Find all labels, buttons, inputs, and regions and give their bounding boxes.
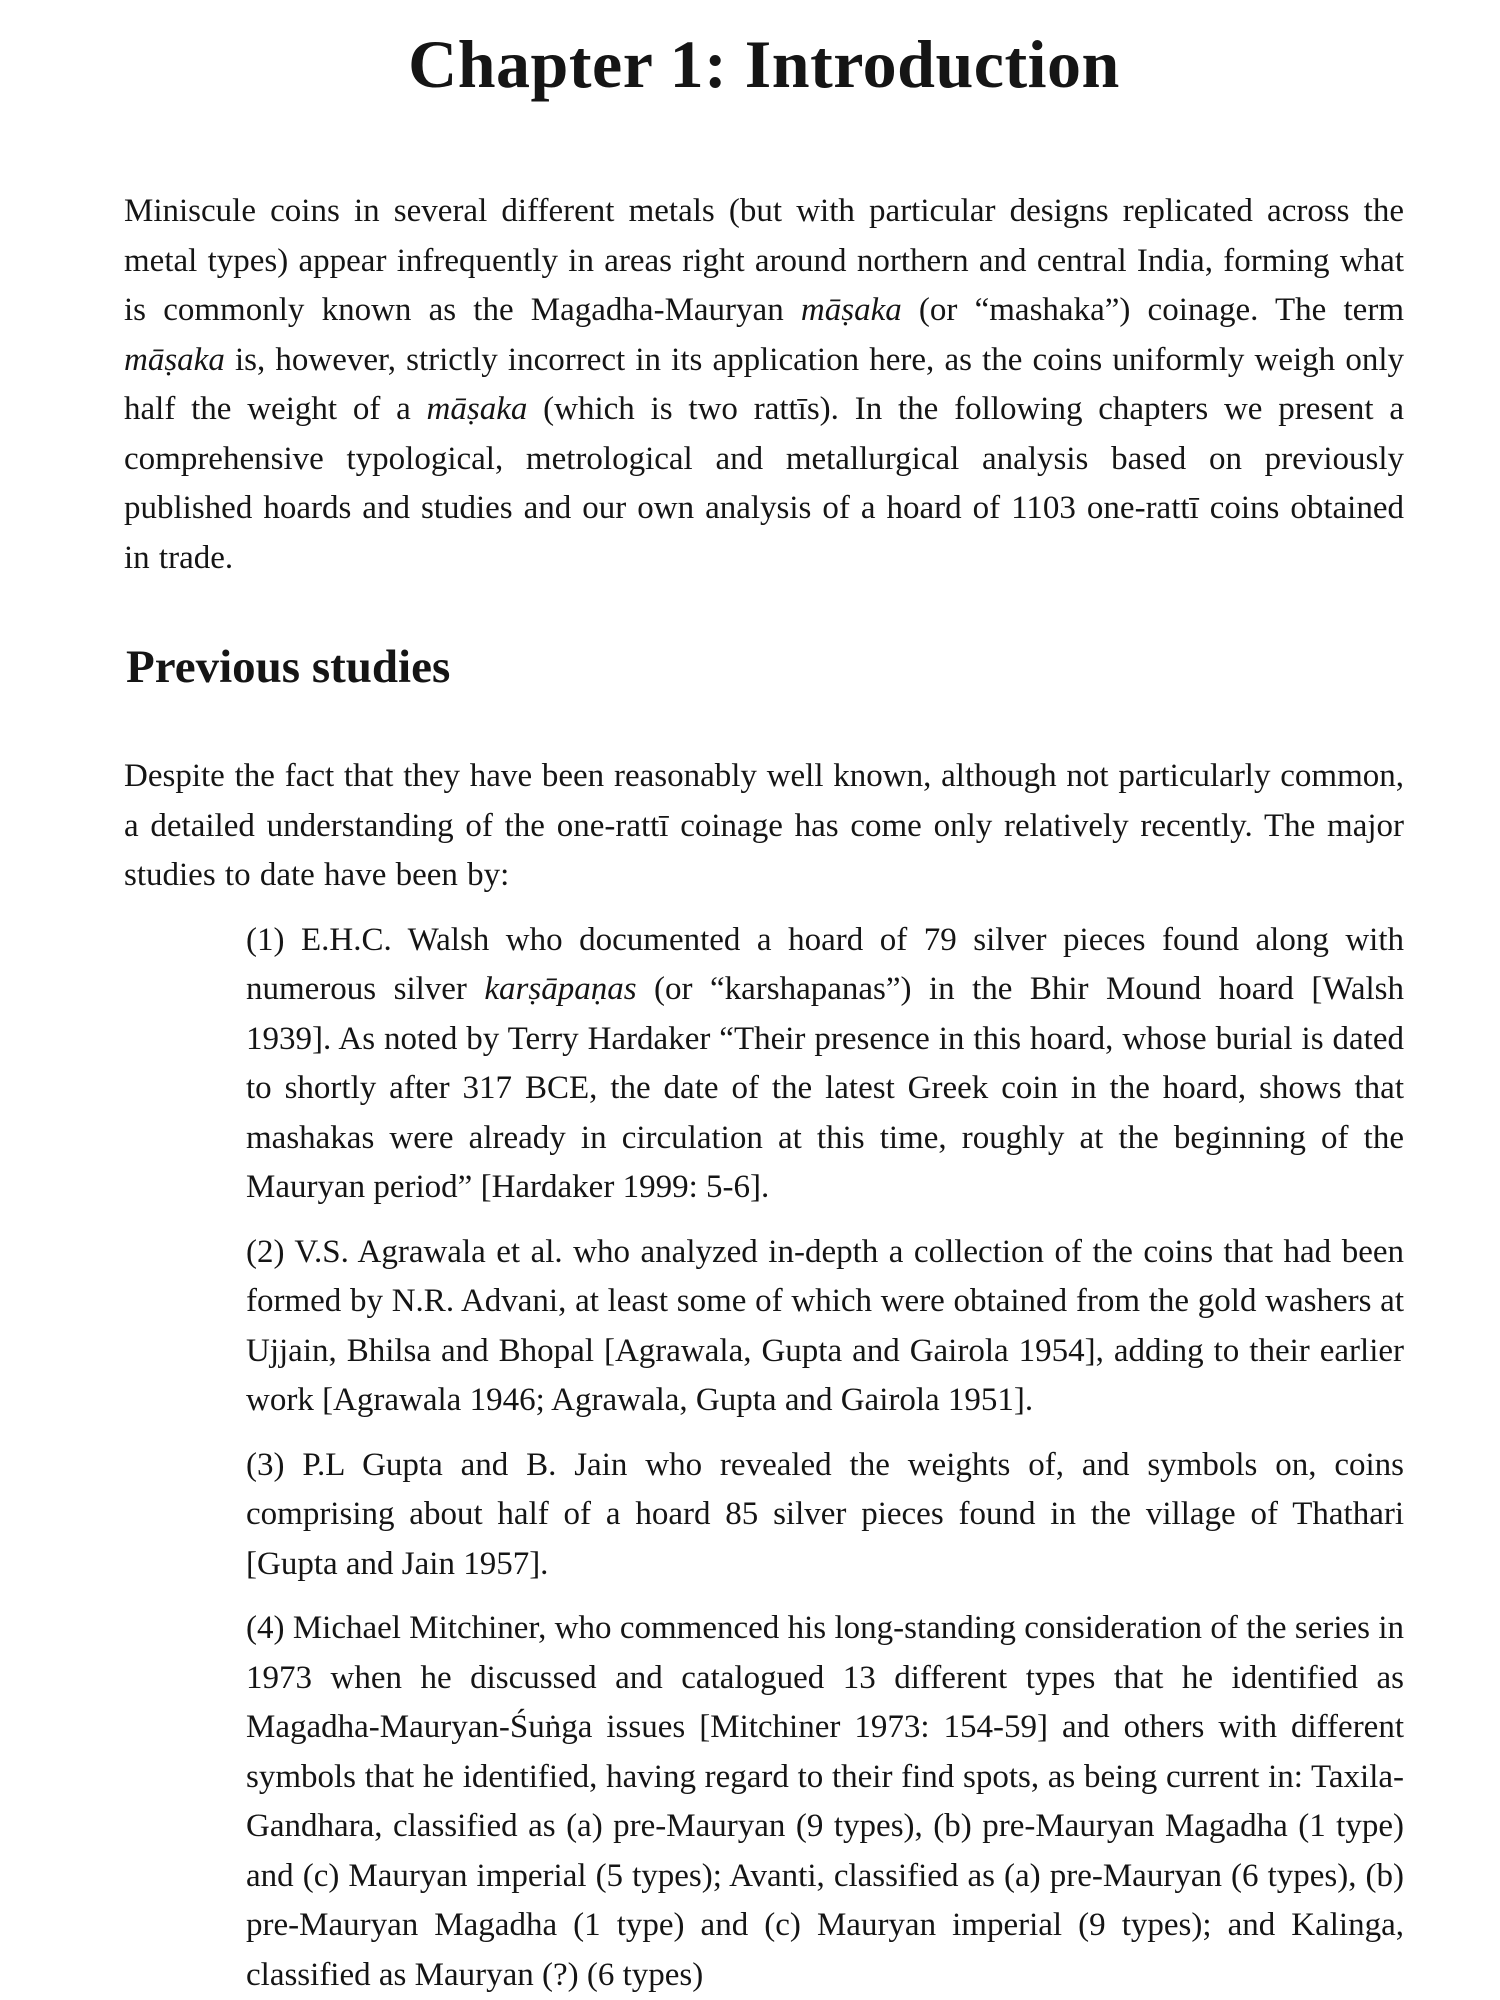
intro-text-2: (or “mashaka”) coinage. The term: [901, 292, 1404, 328]
study-item-4: (4) Michael Mitchiner, who commenced his long-standing consideration of the series in 1973 when he discussed and catalogued 13 different types that he identified as Magadha-Mauryan-Śuṅga issues [Mitchiner 1973: 154-59] and others with different symbols that he identified, having regard to their find spots, as being current in: Taxila-Gandhara, classified as (a) pre-Mauryan (9 types), (b) pre-Mauryan Magadha (1 type) and (c) Mauryan imperial (5 types); Avanti, classified as (a) pre-Mauryan (6 types), (b) pre-Mauryan Magadha (1 type) and (c) Mauryan imperial (9 types); and Kalinga, classified as Mauryan (?) (6 types): [246, 1610, 1404, 1993]
study-item-1: [246, 916, 1404, 1213]
intro-italic-term-3: māṣaka: [426, 391, 528, 427]
intro-italic-term-2: māṣaka: [124, 341, 225, 378]
study-item-1-italic-term: karṣāpaṇas: [484, 971, 637, 1007]
study-item-1-text-1: (1) E.H.C. Walsh who documented a hoard of 79 silver pieces found along with numerous silver: [246, 921, 1404, 1007]
intro-italic-term-1: māṣaka: [800, 292, 902, 328]
intro-text-1: Miniscule coins in several different metals (but with particular designs replicated across the metal types) appear infrequently in areas right around northern and central India, forming what is commonly known as the Magadha-Mauryan: [124, 193, 1404, 328]
study-list: [124, 916, 1404, 2000]
study-item-3: (3) P.L Gupta and B. Jain who revealed the weights of, and symbols on, coins comprising about half of a hoard 85 silver pieces found in the village of Thathari [Gupta and Jain 1957].: [246, 1446, 1404, 1582]
previous-studies-paragraph: Despite the fact that they have been reasonably well known, although not particularly common, a detailed understanding of the one-rattī coinage has come only relatively recently. The major studies to date have been by:: [124, 758, 1404, 893]
study-item-1-text-2: (or “karshapanas”) in the Bhir Mound hoard [Walsh 1939]. As noted by Terry Hardaker “Their presence in this hoard, whose burial is dated to shortly after 317 BCE, the date of the latest Greek coin in the hoard, shows that mashakas were already in circulation at this time, roughly at the beginning of the Mauryan period” [Hardaker 1999: 5-6].: [246, 971, 1404, 1205]
chapter-title: Chapter 1: Introduction: [408, 26, 1120, 102]
study-item-2: (2) V.S. Agrawala et al. who analyzed in-depth a collection of the coins that had been formed by N.R. Advani, at least some of which were obtained from the gold washers at Ujjain, Bhilsa and Bhopal [Agrawala, Gupta and Gairola 1954], adding to their earlier work [Agrawala 1946; Agrawala, Gupta and Gairola 1951].: [246, 1233, 1404, 1418]
intro-text-3: is, however, strictly incorrect in its application here, as the coins uniformly weigh only half the weight of a: [124, 341, 1404, 427]
intro-text-4: (which is two rattīs). In the following chapters we present a comprehensive typological, metrological and metallurgical analysis based on previously published hoards and studies and our own analysis of a hoard of 1103 one-rattī coins obtained in trade.: [124, 391, 1404, 576]
section-heading-previous-studies: Previous studies: [126, 641, 451, 693]
intro-paragraph: [124, 187, 1404, 583]
